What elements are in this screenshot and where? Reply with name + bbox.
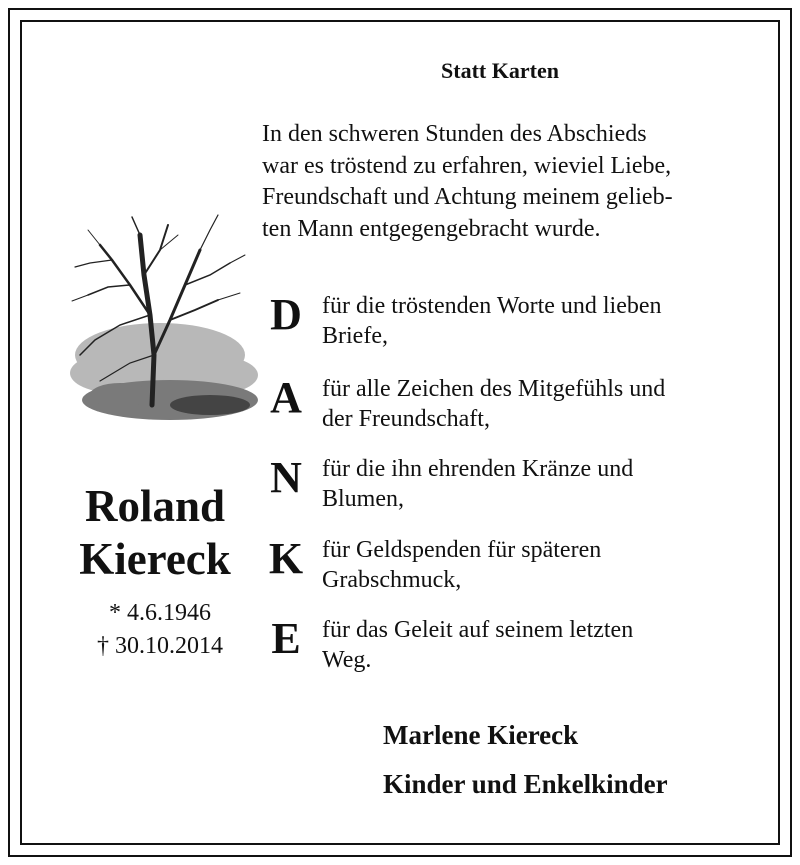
danke-letter: E — [271, 614, 301, 663]
heading: Statt Karten — [441, 58, 559, 83]
last-name: Kiereck — [79, 534, 231, 584]
danke-text — [322, 374, 742, 434]
deceased-name — [50, 480, 260, 586]
danke-item-k — [262, 535, 742, 605]
danke-text — [322, 454, 742, 514]
danke-text — [322, 291, 742, 351]
birth-date: * 4.6.1946 — [109, 600, 211, 626]
danke-item-n — [262, 454, 742, 524]
danke-text-line: der Freundschaft, — [322, 406, 490, 432]
danke-item-a — [262, 374, 742, 444]
danke-text-line: für alle Zeichen des Mitgefühls und — [322, 376, 666, 402]
danke-text-line: für Geldspenden für späteren — [322, 537, 602, 563]
signature-name: Marlene Kiereck — [383, 720, 579, 750]
danke-letter: N — [270, 453, 302, 502]
danke-text-line: Blumen, — [322, 486, 404, 512]
danke-text-line: für das Geleit auf seinem letzten — [322, 617, 634, 643]
life-dates — [60, 597, 260, 663]
first-name: Roland — [84, 481, 226, 531]
intro-text — [262, 119, 742, 245]
intro-line: Freundschaft und Achtung meinem gelieb- — [262, 184, 673, 210]
tree-icon — [60, 205, 260, 435]
danke-text-line: Weg. — [322, 647, 372, 673]
intro-line: ten Mann entgegengebracht wurde. — [262, 215, 601, 242]
danke-item-d — [262, 291, 742, 361]
danke-text-line: für die ihn ehrenden Kränze und — [322, 456, 634, 482]
danke-letter: D — [270, 290, 302, 339]
danke-text — [322, 615, 742, 675]
danke-letter: A — [270, 373, 302, 422]
danke-text-line: Briefe, — [322, 323, 388, 349]
death-date: † 30.10.2014 — [97, 633, 223, 659]
intro-line: war es tröstend zu erfahren, wieviel Liebe, — [262, 152, 672, 179]
danke-text-line: Grabschmuck, — [322, 567, 462, 593]
danke-text — [322, 535, 742, 595]
intro-line: In den schweren Stunden des Abschieds — [262, 121, 647, 147]
signature-family: Kinder und Enkelkinder — [383, 769, 668, 799]
danke-letter: K — [268, 534, 304, 583]
danke-item-e — [262, 615, 742, 685]
danke-text-line: für die tröstenden Worte und lieben — [322, 293, 662, 319]
